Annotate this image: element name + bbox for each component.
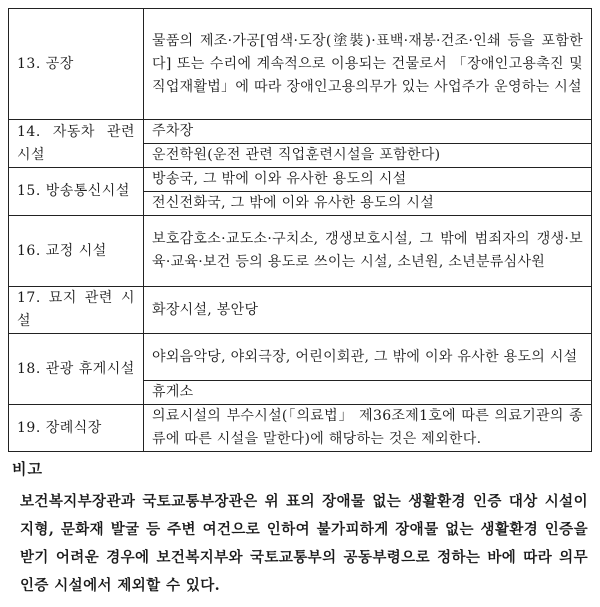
table-row <box>9 9 592 120</box>
category-cell: 15. 방송통신시설 <box>9 168 144 216</box>
table-row <box>9 405 592 452</box>
description-cell: 휴게소 <box>144 381 592 405</box>
description-cell: 전신전화국, 그 밖에 이와 유사한 용도의 시설 <box>144 192 592 216</box>
category-cell: 19. 장례식장 <box>9 405 144 452</box>
category-cell: 16. 교정 시설 <box>9 216 144 287</box>
note-text: 보건복지부장관과 국토교통부장관은 위 표의 장애물 없는 생활환경 인증 대상 시설이 지형, 문화재 발굴 등 주변 여건으로 인하여 불가피하게 장애물 없는 생활환경 인증을 받기 어려운 경우에 보건복지부와 국토교통부의 공동부령으로 정하는 바에 따라 의무 인증 시설에서 제외할 수 있다. <box>20 493 588 594</box>
description-cell: 화장시설, 봉안당 <box>144 287 592 334</box>
description-cell: 의료시설의 부수시설(「의료법」 제36조제1호에 따른 의료기관의 종류에 따른 시설을 말한다)에 해당하는 것은 제외한다. <box>144 405 592 452</box>
table-row <box>9 168 592 192</box>
table-row <box>9 120 592 144</box>
category-cell: 18. 관광 휴게시설 <box>9 334 144 405</box>
description-cell: 주차장 <box>144 120 592 144</box>
note-heading: 비고 <box>12 460 43 478</box>
description-cell: 운전학원(운전 관련 직업훈련시설을 포함한다) <box>144 144 592 168</box>
description-cell: 야외음악당, 야외극장, 어린이회관, 그 밖에 이와 유사한 용도의 시설 <box>144 334 592 381</box>
facility-table <box>8 8 592 452</box>
description-cell: 방송국, 그 밖에 이와 유사한 용도의 시설 <box>144 168 592 192</box>
table-row <box>9 334 592 381</box>
description-cell: 물품의 제조·가공[염색·도장(塗裝)·표백·재봉·건조·인쇄 등을 포함한다] 또는 수리에 계속적으로 이용되는 건물로서 「장애인고용촉진 및 직업재활법」에 따라 장애인고용의무가 있는 사업주가 운영하는 시설 <box>144 9 592 120</box>
table-row <box>9 287 592 334</box>
category-cell: 13. 공장 <box>9 9 144 120</box>
description-cell: 보호감호소·교도소·구치소, 갱생보호시설, 그 밖에 범죄자의 갱생·보육·교육·보건 등의 용도로 쓰이는 시설, 소년원, 소년분류심사원 <box>144 216 592 287</box>
category-cell: 17. 묘지 관련 시설 <box>9 287 144 334</box>
table-row <box>9 216 592 287</box>
category-cell: 14. 자동차 관련 시설 <box>9 120 144 168</box>
